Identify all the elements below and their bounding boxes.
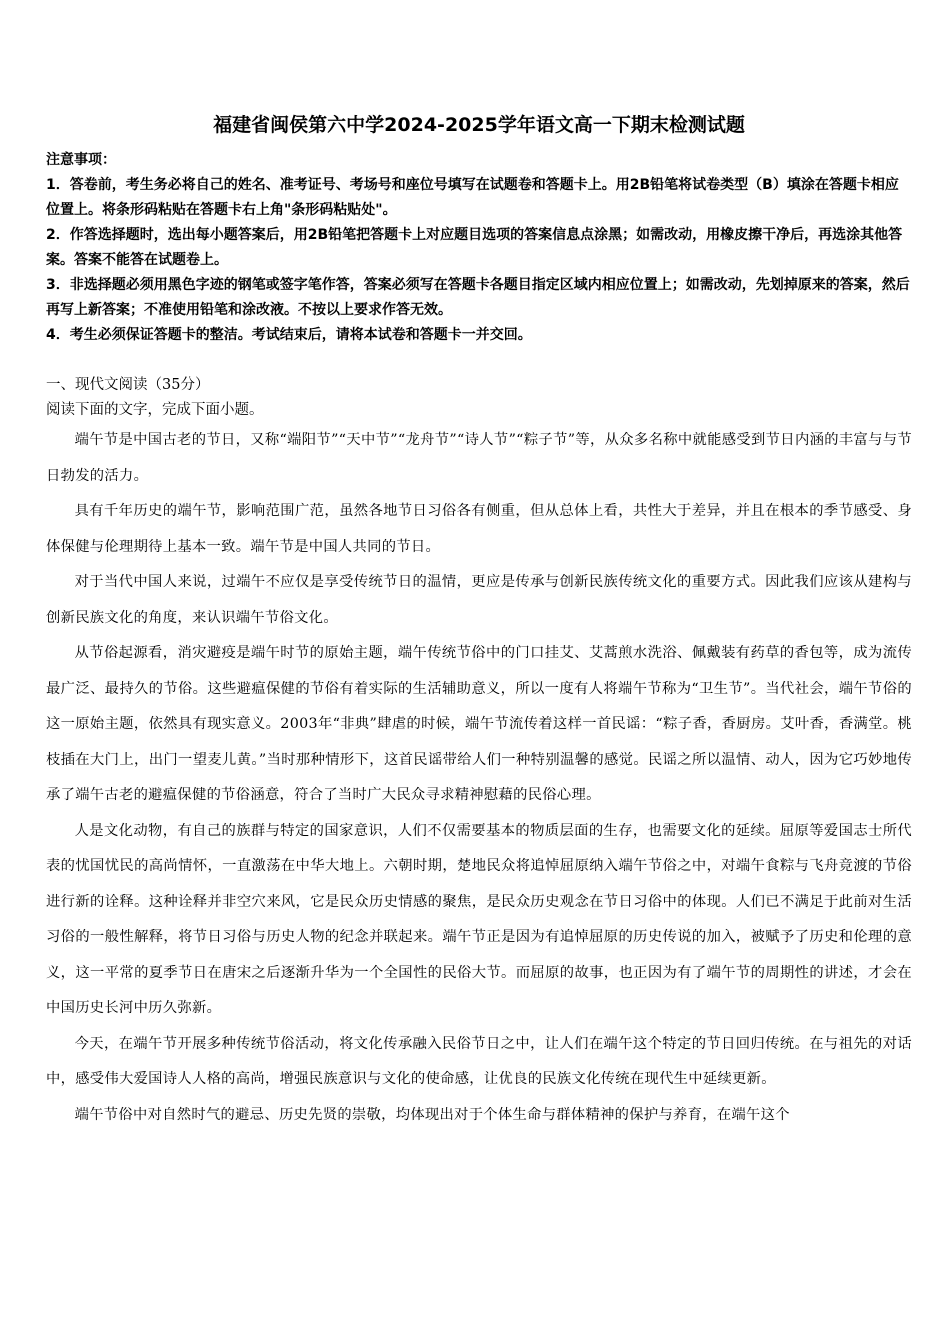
passage-paragraph-4: 从节俗起源看，消灾避疫是端午时节的原始主题，端午传统节俗中的门口挂艾、艾蒿煎水洗浴、佩戴装有药草的香包等，成为流传最广泛、最持久的节俗。这些避瘟保健的节俗有着实际的生活辅助意义，所以一度有人将端午节称为“卫生节”。当代社会，端午节俗的这一原始主题，依然具有现实意义。2003年“非典”肆虐的时候，端午节流传着这样一首民谣：“粽子香，香厨房。艾叶香，香满堂。桃枝插在大门上，出门一望麦儿黄。”当时那种情形下，这首民谣带给人们一种特别温馨的感觉。民谣之所以温情、动人，因为它巧妙地传承了端午古老的避瘟保健的节俗涵意，符合了当时广大民众寻求精神慰藉的民俗心理。 <box>46 645 912 803</box>
passage-paragraph-7: 端午节俗中对自然时气的避忌、历史先贤的崇敬，均体现出对于个体生命与群体精神的保护与养育，在端午这个 <box>74 1106 790 1123</box>
notice-item-4: 4．考生必须保证答题卡的整洁。考试结束后，请将本试卷和答题卡一并交回。 <box>46 327 532 343</box>
notice-item-3: 3．非选择题必须用黑色字迹的钢笔或签字笔作答，答案必须写在答题卡各题目指定区域内相应位置上；如需改动，先划掉原来的答案，然后再写上新答案；不准使用铅笔和涂改液。不按以上要求作答无效。 <box>46 277 910 318</box>
exam-page <box>46 110 912 1133</box>
passage-paragraph-6: 今天，在端午节开展多种传统节俗活动，将文化传承融入民俗节日之中，让人们在端午这个特定的节日回归传统。在与祖先的对话中，感受伟大爱国诗人人格的高尚，增强民族意识与文化的使命感，让优良的民族文化传统在现代生中延续更新。 <box>46 1035 912 1087</box>
passage-paragraph-1: 端午节是中国古老的节日，又称“端阳节”“天中节”“龙舟节”“诗人节”“粽子节”等，从众多名称中就能感受到节日内涵的丰富与与节日勃发的活力。 <box>46 432 912 484</box>
notice-item-2: 2．作答选择题时，选出每小题答案后，用2B铅笔把答题卡上对应题目选项的答案信息点涂黑；如需改动，用橡皮擦干净后，再选涂其他答案。答案不能答在试题卷上。 <box>46 227 903 268</box>
reading-passage <box>46 423 912 1133</box>
section-intro: 阅读下面的文字，完成下面小题。 <box>46 402 264 418</box>
notice-block <box>46 148 912 348</box>
notice-heading: 注意事项： <box>46 152 116 168</box>
notice-item-1: 1．答卷前，考生务必将自己的姓名、准考证号、考场号和座位号填写在试题卷和答题卡上。用2B铅笔将试卷类型（B）填涂在答题卡相应位置上。将条形码粘贴在答题卡右上角"条形码粘贴处"。 <box>46 177 899 218</box>
section-heading: 一、现代文阅读（35分） <box>46 377 210 393</box>
page-title: 福建省闽侯第六中学2024-2025学年语文高一下期末检测试题 <box>213 114 745 136</box>
passage-paragraph-2: 具有千年历史的端午节，影响范围广范，虽然各地节日习俗各有侧重，但从总体上看，共性大于差异，并且在根本的季节感受、身体保健与伦理期待上基本一致。端午节是中国人共同的节日。 <box>46 503 912 555</box>
passage-paragraph-3: 对于当代中国人来说，过端午不应仅是享受传统节日的温情，更应是传承与创新民族传统文化的重要方式。因此我们应该从建构与创新民族文化的角度，来认识端午节俗文化。 <box>46 574 912 626</box>
passage-paragraph-5: 人是文化动物，有自己的族群与特定的国家意识，人们不仅需要基本的物质层面的生存，也需要文化的延续。屈原等爱国志士所代表的忧国忧民的高尚情怀，一直激荡在中华大地上。六朝时期，楚地民众将追悼屈原纳入端午节俗之中，对端午食粽与飞舟竞渡的节俗进行新的诠释。这种诠释并非空穴来风，它是民众历史情感的聚焦，是民众历史观念在节日习俗中的体现。人们已不满足于此前对生活习俗的一般性解释，将节日习俗与历史人物的纪念并联起来。端午节正是因为有追悼屈原的历史传说的加入，被赋予了历史和伦理的意义，这一平常的夏季节日在唐宋之后逐渐升华为一个全国性的民俗大节。而屈原的故事，也正因为有了端午节的周期性的讲述，才会在中国历史长河中历久弥新。 <box>46 822 912 1016</box>
